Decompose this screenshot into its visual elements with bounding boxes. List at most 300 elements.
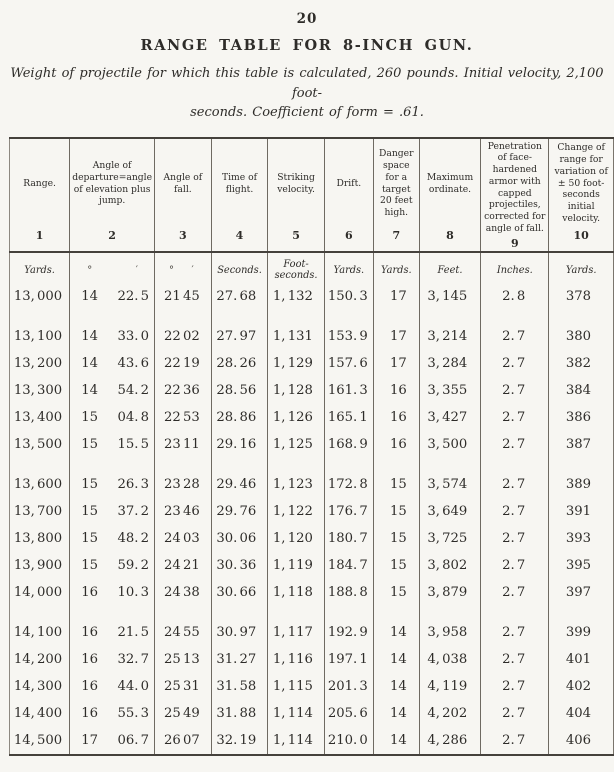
cell-drift: 180. 7	[324, 525, 373, 552]
cell-penetration: 2. 7	[481, 471, 549, 498]
cell-departure	[70, 498, 155, 525]
unit-drift: Yards.	[324, 252, 373, 283]
table-row	[10, 323, 614, 350]
cell-change: 382	[549, 350, 614, 377]
cell-ordinate: 3, 284	[419, 350, 481, 377]
cell-departure	[70, 283, 155, 310]
cell-departure-minutes: 54. 2	[117, 382, 150, 398]
cell-departure-degrees: 14	[81, 382, 98, 398]
cell-fall-degrees: 23	[164, 503, 181, 519]
cell-departure-minutes: 04. 8	[117, 409, 150, 425]
cell-penetration: 2. 7	[481, 619, 549, 646]
cell-departure	[70, 350, 155, 377]
spacer-cell	[324, 606, 373, 619]
spacer-cell	[549, 606, 614, 619]
cell-fall	[155, 323, 212, 350]
cell-drift: 165. 1	[324, 404, 373, 431]
cell-ordinate: 4, 119	[419, 673, 481, 700]
column-number-flight: 4	[235, 228, 244, 242]
column-number-departure: 2	[108, 228, 116, 242]
column-header-range	[10, 138, 70, 252]
cell-range: 14, 100	[13, 624, 63, 640]
cell-range: 14, 200	[13, 651, 63, 667]
cell-drift: 197. 1	[324, 646, 373, 673]
cell-drift: 184. 7	[324, 552, 373, 579]
cell-departure	[70, 404, 155, 431]
cell-fall-minutes: 03	[182, 530, 200, 546]
cell-flight: 28. 26	[211, 350, 268, 377]
column-number-penetration: 9	[510, 236, 519, 250]
cell-departure-degrees: 16	[81, 705, 98, 721]
cell-fall-minutes: 21	[182, 557, 200, 573]
cell-danger: 14	[373, 619, 419, 646]
cell-drift: 201. 3	[324, 673, 373, 700]
cell-penetration: 2. 7	[481, 404, 549, 431]
table-row	[10, 579, 614, 606]
cell-fall	[155, 673, 212, 700]
cell-departure-minutes: 33. 0	[117, 328, 150, 344]
cell-departure-degrees: 16	[81, 624, 98, 640]
cell-ordinate: 3, 574	[419, 471, 481, 498]
subtitle-line-2: seconds. Coefficient of form = .61.	[190, 105, 424, 120]
cell-danger: 15	[373, 525, 419, 552]
cell-change: 393	[549, 525, 614, 552]
table-row	[10, 525, 614, 552]
cell-departure-degrees: 14	[81, 328, 98, 344]
cell-change: 395	[549, 552, 614, 579]
cell-departure-degrees: 14	[81, 288, 98, 304]
spacer-cell	[211, 606, 268, 619]
cell-departure	[70, 700, 155, 727]
spacer-cell	[419, 606, 481, 619]
cell-ordinate: 3, 649	[419, 498, 481, 525]
column-header-departure	[70, 138, 155, 252]
cell-departure-degrees: 16	[81, 678, 98, 694]
cell-ordinate: 3, 725	[419, 525, 481, 552]
cell-departure	[70, 673, 155, 700]
cell-departure-minutes: 26. 3	[117, 476, 150, 492]
page-title: RANGE TABLE FOR 8-INCH GUN.	[140, 37, 474, 54]
table-row	[10, 619, 614, 646]
spacer-cell	[155, 310, 212, 323]
cell-departure-minutes: 10. 3	[117, 584, 150, 600]
cell-velocity: 1, 126	[268, 404, 325, 431]
table-row	[10, 471, 614, 498]
cell-ordinate: 4, 202	[419, 700, 481, 727]
cell-drift: 192. 9	[324, 619, 373, 646]
cell-velocity: 1, 114	[268, 727, 325, 755]
cell-ordinate: 3, 145	[419, 283, 481, 310]
column-label-departure: Angle of departure=angle of elevation plus jump.	[72, 159, 153, 207]
cell-fall-minutes: 49	[182, 705, 200, 721]
cell-ordinate: 3, 355	[419, 377, 481, 404]
cell-penetration: 2. 7	[481, 350, 549, 377]
column-header-velocity	[268, 138, 325, 252]
spacer-cell	[419, 310, 481, 323]
unit-range: Yards.	[24, 264, 55, 276]
cell-range: 13, 000	[13, 288, 63, 304]
spacer-cell	[481, 458, 549, 471]
cell-range: 13, 400	[13, 409, 63, 425]
cell-drift: 153. 9	[324, 323, 373, 350]
cell-fall-degrees: 25	[164, 705, 181, 721]
cell-fall-minutes: 36	[182, 382, 200, 398]
cell-fall-degrees: 22	[164, 382, 181, 398]
cell-departure-minutes: 55. 3	[117, 705, 150, 721]
column-number-drift: 6	[345, 228, 353, 242]
unit-flight: Seconds.	[211, 252, 268, 283]
cell-danger: 17	[373, 350, 419, 377]
spacer-cell	[419, 458, 481, 471]
cell-range: 13, 700	[13, 503, 63, 519]
cell-departure	[70, 431, 155, 458]
cell-departure-degrees: 15	[81, 476, 98, 492]
spacer-cell	[481, 606, 549, 619]
column-label-range: Range.	[23, 177, 56, 189]
cell-penetration: 2. 7	[481, 498, 549, 525]
degrees-symbol: °	[87, 264, 93, 276]
cell-change: 384	[549, 377, 614, 404]
cell-fall	[155, 471, 212, 498]
cell-departure	[70, 323, 155, 350]
cell-velocity: 1, 123	[268, 471, 325, 498]
spacer-cell	[373, 310, 419, 323]
cell-danger: 15	[373, 552, 419, 579]
unit-penetration: Inches.	[481, 252, 549, 283]
range-table	[9, 137, 614, 756]
cell-change: 387	[549, 431, 614, 458]
cell-fall-minutes: 28	[182, 476, 200, 492]
column-header-danger	[373, 138, 419, 252]
spacer-cell	[155, 458, 212, 471]
cell-fall-minutes: 19	[182, 355, 200, 371]
cell-velocity: 1, 118	[268, 579, 325, 606]
unit-change: Yards.	[549, 252, 614, 283]
cell-departure-minutes: 59. 2	[117, 557, 150, 573]
cell-fall-minutes: 38	[182, 584, 200, 600]
group-spacer-row	[10, 310, 614, 323]
cell-fall-minutes: 46	[182, 503, 200, 519]
cell-ordinate: 3, 214	[419, 323, 481, 350]
cell-range: 14, 300	[13, 678, 63, 694]
cell-drift: 176. 7	[324, 498, 373, 525]
cell-fall-degrees: 24	[164, 557, 181, 573]
cell-ordinate: 3, 500	[419, 431, 481, 458]
cell-velocity: 1, 128	[268, 377, 325, 404]
subtitle	[8, 64, 606, 123]
cell-penetration: 2. 7	[481, 700, 549, 727]
cell-velocity: 1, 132	[268, 283, 325, 310]
cell-danger: 15	[373, 471, 419, 498]
cell-fall-degrees: 23	[164, 436, 181, 452]
cell-flight: 28. 56	[211, 377, 268, 404]
cell-departure	[70, 646, 155, 673]
cell-danger: 14	[373, 673, 419, 700]
cell-departure	[70, 525, 155, 552]
cell-flight: 30. 97	[211, 619, 268, 646]
cell-departure-degrees: 15	[81, 503, 98, 519]
cell-fall	[155, 377, 212, 404]
cell-ordinate: 3, 958	[419, 619, 481, 646]
cell-range: 13, 900	[13, 557, 63, 573]
unit-departure	[70, 252, 155, 283]
degrees-symbol: °	[169, 264, 175, 276]
cell-fall	[155, 619, 212, 646]
column-header-flight	[211, 138, 268, 252]
cell-departure-minutes: 22. 5	[117, 288, 150, 304]
cell-range: 14, 400	[13, 705, 63, 721]
cell-danger: 16	[373, 404, 419, 431]
cell-danger: 14	[373, 700, 419, 727]
cell-fall-minutes: 11	[182, 436, 200, 452]
cell-departure-degrees: 15	[81, 557, 98, 573]
cell-fall-minutes: 55	[182, 624, 200, 640]
spacer-cell	[10, 458, 70, 471]
cell-range: 13, 500	[13, 436, 63, 452]
cell-departure-minutes: 43. 6	[117, 355, 150, 371]
cell-danger: 17	[373, 323, 419, 350]
cell-change: 378	[549, 283, 614, 310]
cell-change: 389	[549, 471, 614, 498]
column-number-change: 10	[573, 228, 589, 242]
cell-departure-minutes: 06. 7	[117, 732, 150, 748]
minutes-symbol: ′	[191, 264, 194, 276]
table-row	[10, 673, 614, 700]
column-label-drift: Drift.	[336, 177, 362, 189]
cell-drift: 150. 3	[324, 283, 373, 310]
column-number-fall: 3	[179, 228, 187, 242]
cell-danger: 17	[373, 283, 419, 310]
cell-penetration: 2. 7	[481, 323, 549, 350]
cell-danger: 15	[373, 498, 419, 525]
cell-fall-degrees: 21	[164, 288, 181, 304]
group-spacer-row	[10, 606, 614, 619]
cell-danger: 14	[373, 646, 419, 673]
cell-penetration: 2. 7	[481, 727, 549, 755]
cell-flight: 32. 19	[211, 727, 268, 755]
cell-departure-minutes: 44. 0	[117, 678, 150, 694]
column-label-penetration: Penetration of face-hardened armor with capped projectiles, corrected for angle of fall.	[484, 140, 546, 234]
cell-velocity: 1, 116	[268, 646, 325, 673]
spacer-cell	[549, 458, 614, 471]
cell-fall-degrees: 25	[164, 678, 181, 694]
column-header-change	[549, 138, 614, 252]
subtitle-line-1: Weight of projectile for which this table is calculated, 260 pounds. Initial velocity, 2,100 foot-	[10, 66, 604, 101]
cell-departure-degrees: 14	[81, 355, 98, 371]
cell-danger: 15	[373, 579, 419, 606]
cell-fall-degrees: 26	[164, 732, 181, 748]
cell-departure	[70, 727, 155, 755]
cell-fall-minutes: 53	[182, 409, 200, 425]
table-row	[10, 377, 614, 404]
spacer-cell	[211, 458, 268, 471]
cell-penetration: 2. 7	[481, 673, 549, 700]
table-row	[10, 727, 614, 755]
cell-ordinate: 4, 038	[419, 646, 481, 673]
cell-fall	[155, 727, 212, 755]
cell-ordinate: 3, 427	[419, 404, 481, 431]
spacer-cell	[10, 310, 70, 323]
cell-penetration: 2. 7	[481, 579, 549, 606]
cell-flight: 31. 88	[211, 700, 268, 727]
cell-departure-degrees: 16	[81, 651, 98, 667]
cell-velocity: 1, 117	[268, 619, 325, 646]
column-label-flight: Time of flight.	[221, 171, 258, 195]
cell-departure	[70, 579, 155, 606]
cell-flight: 30. 66	[211, 579, 268, 606]
cell-penetration: 2. 7	[481, 552, 549, 579]
cell-departure-degrees: 15	[81, 409, 98, 425]
cell-fall-minutes: 02	[182, 328, 200, 344]
cell-departure-minutes: 15. 5	[117, 436, 150, 452]
cell-drift: 168. 9	[324, 431, 373, 458]
cell-departure	[70, 619, 155, 646]
spacer-cell	[373, 458, 419, 471]
cell-fall-degrees: 22	[164, 355, 181, 371]
cell-flight: 29. 46	[211, 471, 268, 498]
cell-fall-minutes: 07	[182, 732, 200, 748]
table-row	[10, 350, 614, 377]
cell-departure	[70, 552, 155, 579]
spacer-cell	[70, 310, 155, 323]
cell-fall-degrees: 22	[164, 409, 181, 425]
column-number-danger: 7	[392, 228, 401, 242]
cell-velocity: 1, 131	[268, 323, 325, 350]
spacer-cell	[549, 310, 614, 323]
cell-penetration: 2. 7	[481, 431, 549, 458]
column-header-penetration	[481, 138, 549, 252]
cell-range: 13, 100	[13, 328, 63, 344]
cell-range: 13, 200	[13, 355, 63, 371]
cell-change: 406	[549, 727, 614, 755]
cell-flight: 28. 86	[211, 404, 268, 431]
cell-departure-degrees: 15	[81, 530, 98, 546]
cell-fall	[155, 552, 212, 579]
cell-departure	[70, 377, 155, 404]
units-row	[10, 252, 614, 283]
cell-departure-degrees: 16	[81, 584, 98, 600]
cell-danger: 14	[373, 727, 419, 755]
spacer-cell	[155, 606, 212, 619]
cell-velocity: 1, 115	[268, 673, 325, 700]
cell-fall-degrees: 23	[164, 476, 181, 492]
cell-penetration: 2. 8	[481, 283, 549, 310]
column-number-velocity: 5	[292, 228, 300, 242]
cell-fall	[155, 646, 212, 673]
cell-change: 401	[549, 646, 614, 673]
column-label-ordinate: Maximum ordinate.	[426, 171, 474, 195]
table-row	[10, 498, 614, 525]
cell-flight: 30. 06	[211, 525, 268, 552]
unit-velocity: Foot-seconds.	[268, 252, 325, 283]
cell-velocity: 1, 120	[268, 525, 325, 552]
spacer-cell	[373, 606, 419, 619]
spacer-cell	[324, 458, 373, 471]
unit-fall	[155, 252, 212, 283]
cell-fall	[155, 498, 212, 525]
cell-flight: 27. 68	[211, 283, 268, 310]
cell-flight: 29. 16	[211, 431, 268, 458]
cell-velocity: 1, 114	[268, 700, 325, 727]
cell-fall-minutes: 13	[182, 651, 200, 667]
cell-flight: 31. 58	[211, 673, 268, 700]
cell-penetration: 2. 7	[481, 646, 549, 673]
cell-departure-minutes: 32. 7	[117, 651, 150, 667]
cell-velocity: 1, 125	[268, 431, 325, 458]
cell-change: 391	[549, 498, 614, 525]
cell-range: 14, 000	[13, 584, 63, 600]
cell-fall-minutes: 45	[182, 288, 200, 304]
cell-ordinate: 4, 286	[419, 727, 481, 755]
cell-range: 13, 300	[13, 382, 63, 398]
spacer-cell	[70, 606, 155, 619]
cell-fall	[155, 283, 212, 310]
table-row	[10, 404, 614, 431]
cell-departure	[70, 471, 155, 498]
spacer-cell	[10, 606, 70, 619]
cell-drift: 210. 0	[324, 727, 373, 755]
table-row	[10, 283, 614, 310]
cell-fall-degrees: 24	[164, 584, 181, 600]
table-row	[10, 431, 614, 458]
cell-change: 399	[549, 619, 614, 646]
cell-drift: 157. 6	[324, 350, 373, 377]
column-label-fall: Angle of fall.	[163, 171, 203, 195]
cell-drift: 172. 8	[324, 471, 373, 498]
table-body	[10, 252, 614, 755]
header-row	[10, 138, 614, 252]
cell-fall-degrees: 25	[164, 651, 181, 667]
cell-departure-minutes: 48. 2	[117, 530, 150, 546]
cell-drift: 188. 8	[324, 579, 373, 606]
cell-departure-degrees: 15	[81, 436, 98, 452]
table-row	[10, 552, 614, 579]
cell-flight: 27. 97	[211, 323, 268, 350]
table-row	[10, 646, 614, 673]
cell-fall-degrees: 22	[164, 328, 181, 344]
spacer-cell	[268, 606, 325, 619]
spacer-cell	[324, 310, 373, 323]
column-label-danger: Danger space for a target 20 feet high.	[379, 148, 414, 219]
group-spacer-row	[10, 458, 614, 471]
table-row	[10, 700, 614, 727]
spacer-cell	[70, 458, 155, 471]
cell-penetration: 2. 7	[481, 525, 549, 552]
cell-fall	[155, 350, 212, 377]
cell-change: 404	[549, 700, 614, 727]
minutes-symbol: ′	[135, 264, 139, 276]
spacer-cell	[211, 310, 268, 323]
column-header-ordinate	[419, 138, 481, 252]
cell-range: 14, 500	[13, 732, 63, 748]
cell-danger: 16	[373, 431, 419, 458]
cell-change: 397	[549, 579, 614, 606]
cell-fall-degrees: 24	[164, 624, 181, 640]
cell-velocity: 1, 129	[268, 350, 325, 377]
cell-drift: 205. 6	[324, 700, 373, 727]
column-header-drift	[324, 138, 373, 252]
column-label-change: Change of range for variation of ± 50 foot-seconds initial velocity.	[554, 142, 608, 224]
cell-fall	[155, 700, 212, 727]
table-header	[10, 138, 614, 252]
cell-flight: 30. 36	[211, 552, 268, 579]
cell-departure-minutes: 37. 2	[117, 503, 150, 519]
cell-fall	[155, 579, 212, 606]
cell-change: 386	[549, 404, 614, 431]
column-number-ordinate: 8	[446, 228, 454, 242]
spacer-cell	[481, 310, 549, 323]
cell-range: 13, 600	[13, 476, 63, 492]
